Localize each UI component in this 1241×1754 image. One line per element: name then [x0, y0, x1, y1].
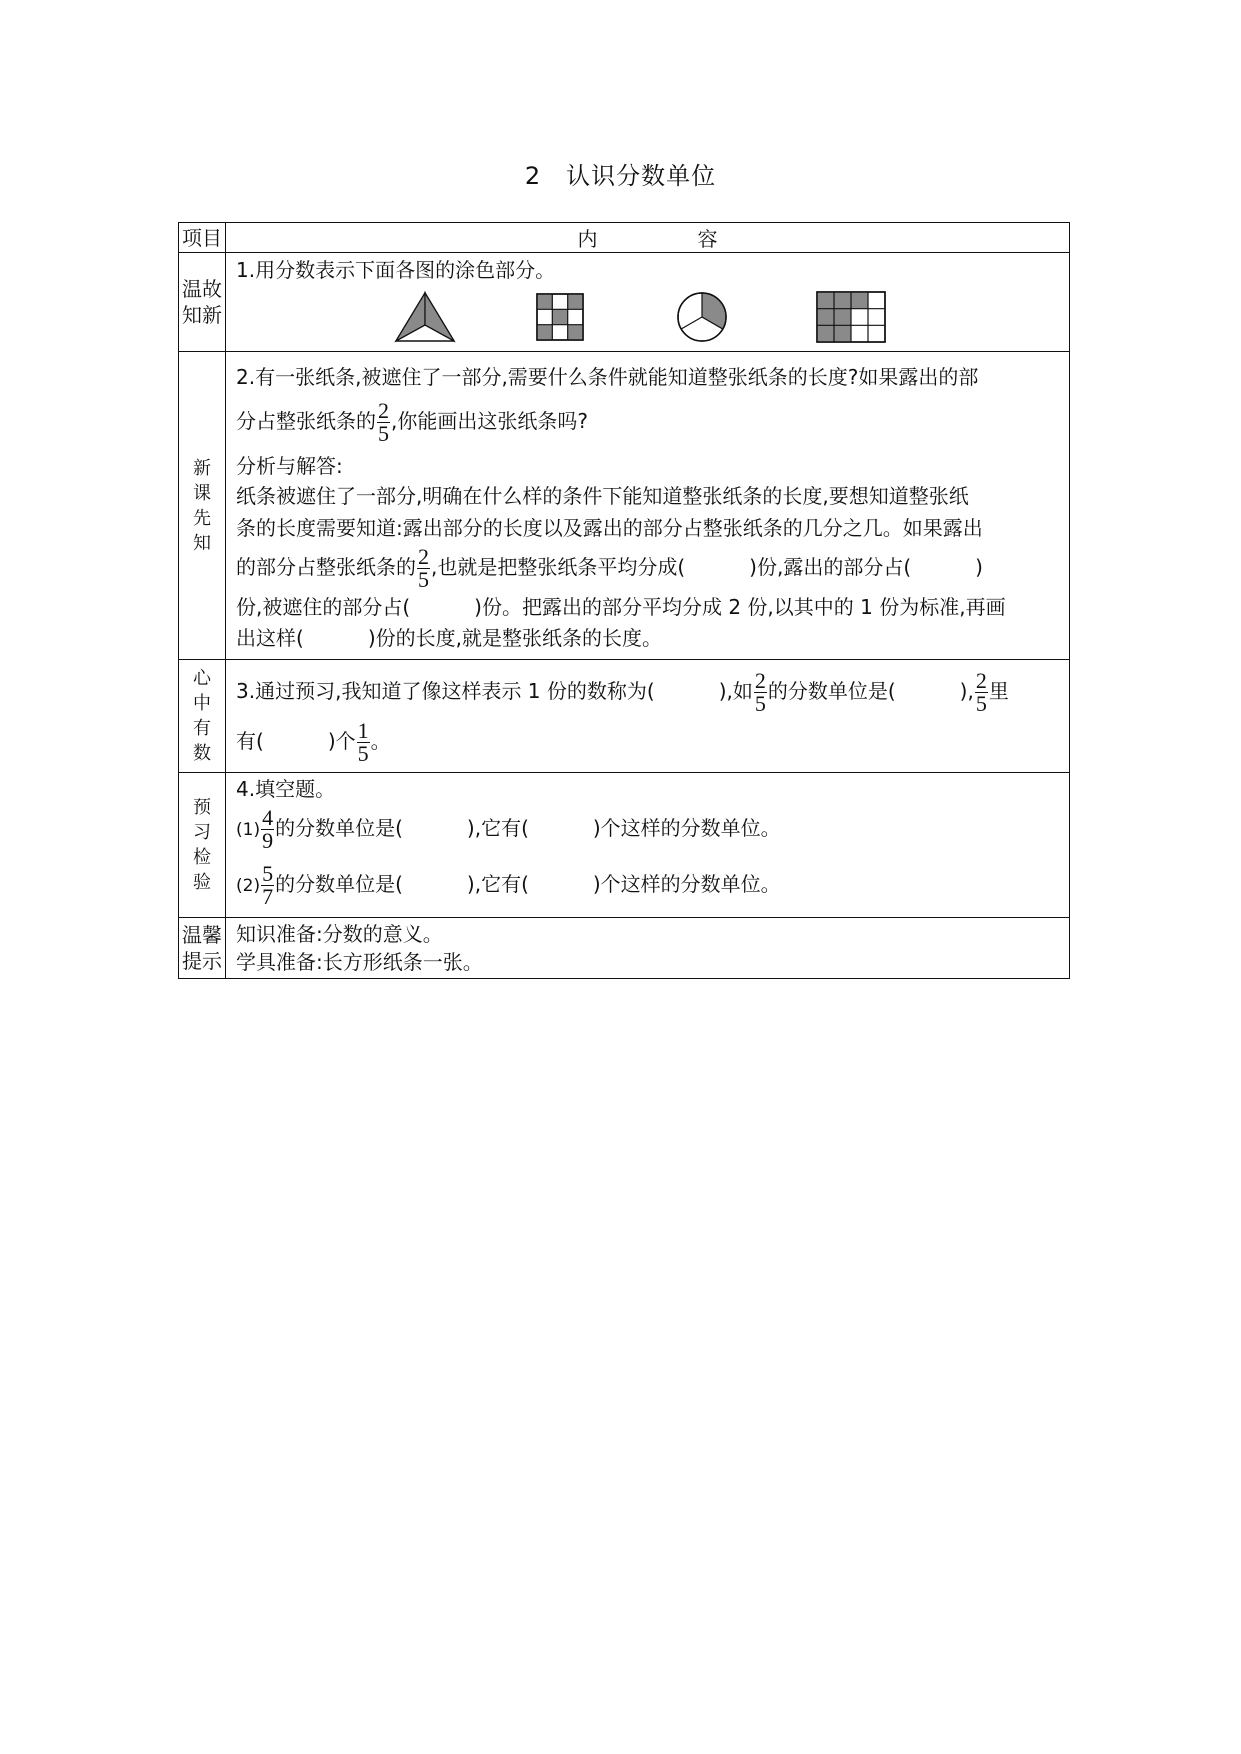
analysis-line4 [236, 591, 1059, 623]
preview-row [179, 773, 1070, 918]
newlesson-label-char: 知 [193, 532, 211, 554]
analysis-title: 分析与解答: [236, 454, 343, 478]
fraction-denominator: 5 [378, 421, 389, 446]
question-4-item-2 [236, 859, 1059, 911]
q2-text: 分占整张纸条的 [236, 409, 376, 433]
fraction-denominator: 5 [975, 691, 987, 716]
q4-text: )个这样的分数单位。 [592, 872, 781, 896]
fraction [261, 807, 274, 852]
newlesson-label-char: 课 [193, 482, 211, 504]
header-row [179, 223, 1070, 253]
analysis-text: )份,露出的部分占( [749, 555, 912, 579]
question-4-item-1 [236, 803, 1059, 855]
triangle-figure [394, 291, 456, 343]
newlesson-label [179, 352, 226, 660]
preview-label-char: 预 [193, 797, 211, 818]
preview-label-char: 检 [193, 847, 211, 868]
mind-label-char: 心 [193, 668, 211, 689]
analysis-text: )份的长度,就是整张纸条的长度。 [367, 626, 662, 650]
analysis-line2: 条的长度需要知道:露出部分的长度以及露出的部分占整张纸条的几分之几。如果露出 [236, 516, 983, 540]
fraction-numerator: 2 [975, 668, 987, 693]
header-item: 项目 [179, 223, 226, 253]
fraction-denominator: 5 [357, 741, 369, 766]
question-2-line2 [236, 400, 1059, 445]
mind-row [179, 660, 1070, 773]
analysis-text: 的部分占整张纸条的 [236, 555, 416, 579]
grid-4x3-figure [816, 291, 886, 343]
q4-text: ),它有( [466, 872, 529, 896]
review-label-line2: 知新 [182, 303, 222, 327]
q3-text: ), [959, 679, 974, 703]
q4-text: )个这样的分数单位。 [592, 816, 781, 840]
fraction [975, 670, 988, 715]
fraction [261, 863, 274, 908]
fraction-numerator: 1 [357, 718, 369, 743]
fraction-denominator: 5 [754, 691, 766, 716]
q3-text: 的分数单位是( [767, 679, 896, 703]
fraction-denominator: 7 [262, 884, 274, 909]
q3-text: )个 [327, 729, 356, 753]
question-2-line1: 2.有一张纸条,被遮住了一部分,需要什么条件就能知道整张纸条的长度?如果露出的部 [236, 365, 979, 389]
question-4-title: 4.填空题。 [236, 777, 336, 801]
newlesson-label-char: 新 [193, 457, 211, 479]
figure-strip [394, 289, 1059, 345]
tips-label-line1: 温馨 [182, 923, 222, 947]
analysis-text: ) [975, 555, 983, 579]
preview-label-char: 习 [193, 822, 211, 843]
item-number: (1) [236, 820, 261, 840]
tips-label [179, 918, 226, 979]
analysis-line1: 纸条被遮住了一部分,明确在什么样的条件下能知道整张纸条的长度,要想知道整张纸 [236, 484, 969, 508]
fraction [377, 400, 390, 445]
mind-label-char: 中 [193, 693, 211, 714]
header-content: 内 容 [226, 223, 1070, 253]
grid-3x3-figure [536, 293, 584, 341]
fraction-numerator: 5 [262, 861, 274, 886]
q3-text: ),如 [718, 679, 753, 703]
q2-text: ,你能画出这张纸条吗? [391, 409, 588, 433]
worksheet-table [178, 222, 1070, 979]
question-3-line1 [236, 666, 1059, 716]
analysis-text: )份。把露出的部分平均分成 2 份,以其中的 1 份为标准,再画 [474, 595, 1006, 619]
q3-text: 3.通过预习,我知道了像这样表示 1 份的数称为( [236, 679, 655, 703]
analysis-text: 份,被遮住的部分占( [236, 595, 411, 619]
analysis-text: ,也就是把整张纸条平均分成( [431, 555, 686, 579]
question-3-line2 [236, 716, 1059, 766]
q3-text: 。 [370, 729, 391, 753]
fraction-denominator: 9 [262, 828, 274, 853]
tip-materials: 学具准备:长方形纸条一张。 [236, 950, 483, 974]
page-title: 2 认识分数单位 [524, 162, 717, 190]
preview-label-char: 验 [193, 872, 211, 893]
fraction-numerator: 4 [262, 805, 274, 830]
tips-label-line2: 提示 [182, 949, 222, 973]
circle-figure [676, 291, 728, 343]
fraction-numerator: 2 [418, 544, 429, 569]
q3-text: 里 [988, 679, 1009, 703]
fraction [357, 720, 370, 765]
q4-text: ),它有( [466, 816, 529, 840]
mind-label [179, 660, 226, 773]
tip-knowledge: 知识准备:分数的意义。 [236, 922, 443, 946]
item-number: (2) [236, 876, 261, 896]
analysis-line5 [236, 623, 1059, 653]
fraction-numerator: 2 [378, 398, 389, 423]
fraction [417, 546, 430, 591]
tips-row [179, 918, 1070, 979]
question-1: 1.用分数表示下面各图的涂色部分。 [236, 258, 556, 282]
newlesson-label-char: 先 [193, 507, 211, 529]
fraction-numerator: 2 [754, 668, 766, 693]
fraction [754, 670, 767, 715]
analysis-line3 [236, 545, 1059, 591]
analysis-text: 出这样( [236, 626, 304, 650]
review-label [179, 253, 226, 352]
q3-text: 有( [236, 729, 264, 753]
q4-text: 的分数单位是( [275, 872, 403, 896]
review-label-line1: 温故 [182, 277, 222, 301]
preview-label [179, 773, 226, 918]
mind-label-char: 有 [193, 718, 211, 739]
q4-text: 的分数单位是( [275, 816, 403, 840]
mind-label-char: 数 [193, 743, 211, 764]
newlesson-row [179, 352, 1070, 660]
review-row [179, 253, 1070, 352]
fraction-denominator: 5 [418, 567, 429, 592]
